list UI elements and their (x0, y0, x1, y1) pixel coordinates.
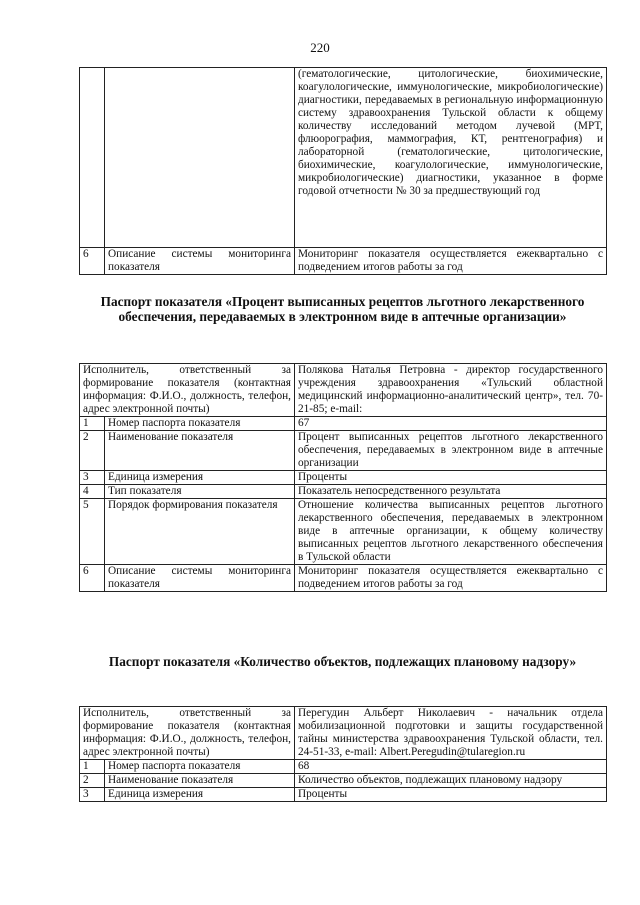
cell-num (80, 68, 105, 248)
table-row (80, 788, 607, 802)
cell-num: 1 (80, 417, 105, 431)
page-number: 220 (310, 40, 330, 55)
executor-label: Исполнитель, ответственный за формирование показателя (контактная информация: Ф.И.О., должность, телефон, адрес электронной почты) (80, 707, 295, 760)
cell-value: 67 (295, 417, 607, 431)
cell-num: 1 (80, 760, 105, 774)
cell-num: 4 (80, 485, 105, 499)
executor-value: Полякова Наталья Петровна - директор государственного учреждения здравоохранения «Тульский областной медицинский информационно-аналитический центр», тел. 70-21-85; e-mail: (295, 364, 607, 417)
table-row (80, 499, 607, 565)
table-row (80, 471, 607, 485)
cell-num: 2 (80, 774, 105, 788)
passport-table-68 (79, 706, 607, 802)
cell-value: Количество объектов, подлежащих плановому надзору (295, 774, 607, 788)
cell-label: Наименование показателя (105, 774, 295, 788)
cell-label: Тип показателя (105, 485, 295, 499)
cell-value: Проценты (295, 788, 607, 802)
table-row (80, 485, 607, 499)
cell-value: Отношение количества выписанных рецептов льготного лекарственного обеспечения, передаваемых в электронном виде в аптечные организации, к общему количеству выписанных рецептов льготного лекарственного обеспечения в Тульской области (295, 499, 607, 565)
cell-label (105, 68, 295, 248)
executor-label: Исполнитель, ответственный за формирование показателя (контактная информация: Ф.И.О., должность, телефон, адрес электронной почты) (80, 364, 295, 417)
table-row (80, 707, 607, 760)
cell-label: Описание системы мониторинга показателя (105, 248, 295, 275)
section-heading: Паспорт показателя «Количество объектов, подлежащих плановому надзору» (108, 654, 577, 669)
cell-value: Мониторинг показателя осуществляется ежеквартально с подведением итогов работы за год (295, 565, 607, 592)
executor-value: Перегудин Альберт Николаевич - начальник отдела мобилизационной подготовки и защиты государственной тайны министерства здравоохранения Тульской области, тел. 24-51-33, e-mail: Albert.Peregudin@tularegion.ru (295, 707, 607, 760)
cell-value: Проценты (295, 471, 607, 485)
cell-label: Порядок формирования показателя (105, 499, 295, 565)
cell-value: (гематологические, цитологические, биохимические, коагулологические, иммунологические, микробиологические) диагностики, передаваемых в региональную информационную систему здравоохранения Тульской области к общему количеству исследований методом лучевой (МРТ, флюорография, маммография, КТ, рентгенография) и лабораторной (гематологические, цитологические, биохимические, коагулологические, иммунологические, микробиологические) диагностики, указанное в форме годовой отчетности № 30 за предшествующий год (295, 68, 607, 248)
cell-num: 6 (80, 565, 105, 592)
cell-label: Номер паспорта показателя (105, 760, 295, 774)
table-row (80, 248, 607, 275)
cell-label: Описание системы мониторинга показателя (105, 565, 295, 592)
top-table (79, 67, 607, 275)
cell-label: Единица измерения (105, 471, 295, 485)
cell-num: 5 (80, 499, 105, 565)
cell-label: Наименование показателя (105, 431, 295, 471)
table-row (80, 68, 607, 248)
passport-table-67 (79, 363, 607, 592)
cell-value: Процент выписанных рецептов льготного лекарственного обеспечения, передаваемых в электронном виде в аптечные организации (295, 431, 607, 471)
cell-value: 68 (295, 760, 607, 774)
cell-num: 2 (80, 431, 105, 471)
section-heading: Паспорт показателя «Процент выписанных рецептов льготного лекарственного обеспечения, передаваемых в электронном виде в аптечные организации» (100, 294, 585, 324)
cell-label: Единица измерения (105, 788, 295, 802)
table-row (80, 760, 607, 774)
cell-num: 6 (80, 248, 105, 275)
cell-value: Показатель непосредственного результата (295, 485, 607, 499)
table-row (80, 774, 607, 788)
cell-label: Номер паспорта показателя (105, 417, 295, 431)
table-row (80, 364, 607, 417)
cell-num: 3 (80, 471, 105, 485)
table-row (80, 565, 607, 592)
cell-value: Мониторинг показателя осуществляется ежеквартально с подведением итогов работы за год (295, 248, 607, 275)
table-row (80, 417, 607, 431)
table-row (80, 431, 607, 471)
cell-num: 3 (80, 788, 105, 802)
